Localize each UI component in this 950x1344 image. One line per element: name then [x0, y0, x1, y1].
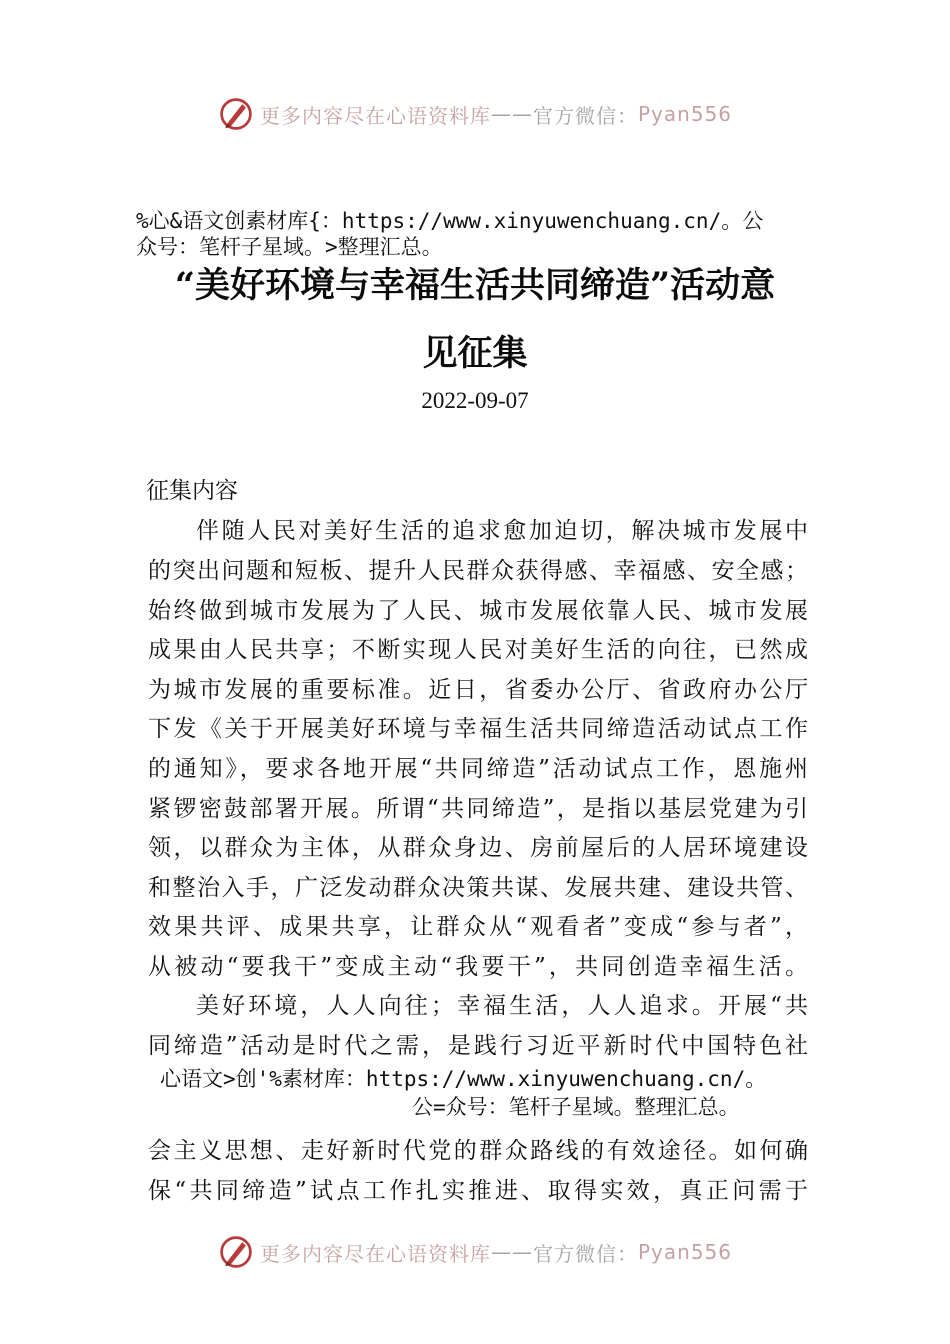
paragraph-line: 下发《关于开展美好环境与幸福生活共同缔造活动试点工作: [148, 716, 808, 742]
watermark-text: 更多内容尽在心语资料库: [259, 103, 491, 128]
paragraph-line: 的突出问题和短板、提升人民群众获得感、幸福感、安全感；: [148, 558, 808, 584]
page-title-line-1: “美好环境与幸福生活共同缔造”活动意: [174, 265, 776, 306]
footer-watermark: [0, 1232, 950, 1272]
paragraph-line: 和整治入手，广泛发动群众决策共谋、发展共建、建设共管、: [148, 875, 808, 901]
watermark-wechat-label: 官方微信：: [532, 103, 638, 128]
paragraph-line: 效果共评、成果共享，让群众从“观看者”变成“参与者”，: [148, 914, 808, 940]
watermark-wechat-label: 官方微信：: [532, 1241, 638, 1266]
paragraph-line: 为城市发展的重要标准。近日，省委办公厅、省政府办公厅: [148, 677, 808, 703]
inline-source-note-line-2: 公=众号：笔杆子星域。整理汇总。: [412, 1095, 740, 1119]
paragraph-line: 伴随人民对美好生活的追求愈加迫切，解决城市发展中: [196, 518, 808, 544]
paragraph-line: 的通知》，要求各地开展“共同缔造”活动试点工作，恩施州: [148, 756, 808, 782]
watermark-wechat-id: Pyan556: [637, 102, 732, 126]
paragraph-line: 会主义思想、走好新时代党的群众路线的有效途径。如何确: [148, 1138, 808, 1164]
source-note: [136, 208, 826, 260]
inline-source-note-line-1: 心语文>创'%素材库：https://www.xinyuwenchuang.cn/。: [160, 1067, 767, 1091]
pen-logo-icon: [218, 96, 254, 132]
watermark-text: 更多内容尽在心语资料库: [259, 1241, 491, 1266]
header-watermark: [0, 94, 950, 134]
source-note-line: 众号：笔杆子星域。>整理汇总。: [136, 235, 443, 259]
watermark-dash: ——: [490, 1240, 533, 1264]
pen-logo-icon: [218, 1234, 254, 1270]
paragraph-line: 成果由人民共享；不断实现人民对美好生活的向往，已然成: [148, 637, 808, 663]
watermark-dash: ——: [490, 102, 533, 126]
section-heading: 征集内容: [146, 478, 238, 504]
publish-date: 2022-09-07: [421, 388, 529, 413]
watermark-wechat-id: Pyan556: [637, 1240, 732, 1264]
paragraph-line: 保“共同缔造”试点工作扎实推进、取得实效，真正问需于: [148, 1178, 808, 1204]
paragraph-line: 紧锣密鼓部署开展。所谓“共同缔造”，是指以基层党建为引: [148, 796, 808, 822]
source-note-line: %心&语文创素材库{：https://www.xinyuwenchuang.cn/。公: [136, 209, 764, 233]
page-title-line-2: 见征集: [422, 333, 528, 374]
paragraph-line: 领，以群众为主体，从群众身边、房前屋后的人居环境建设: [148, 835, 808, 861]
paragraph-line: 始终做到城市发展为了人民、城市发展依靠人民、城市发展: [148, 598, 808, 624]
paragraph-line: 同缔造”活动是时代之需，是践行习近平新时代中国特色社: [148, 1033, 808, 1059]
paragraph-line: 从被动“要我干”变成主动“我要干”，共同创造幸福生活。: [148, 954, 808, 980]
paragraph-line: 美好环境，人人向往；幸福生活，人人追求。开展“共: [196, 993, 808, 1019]
